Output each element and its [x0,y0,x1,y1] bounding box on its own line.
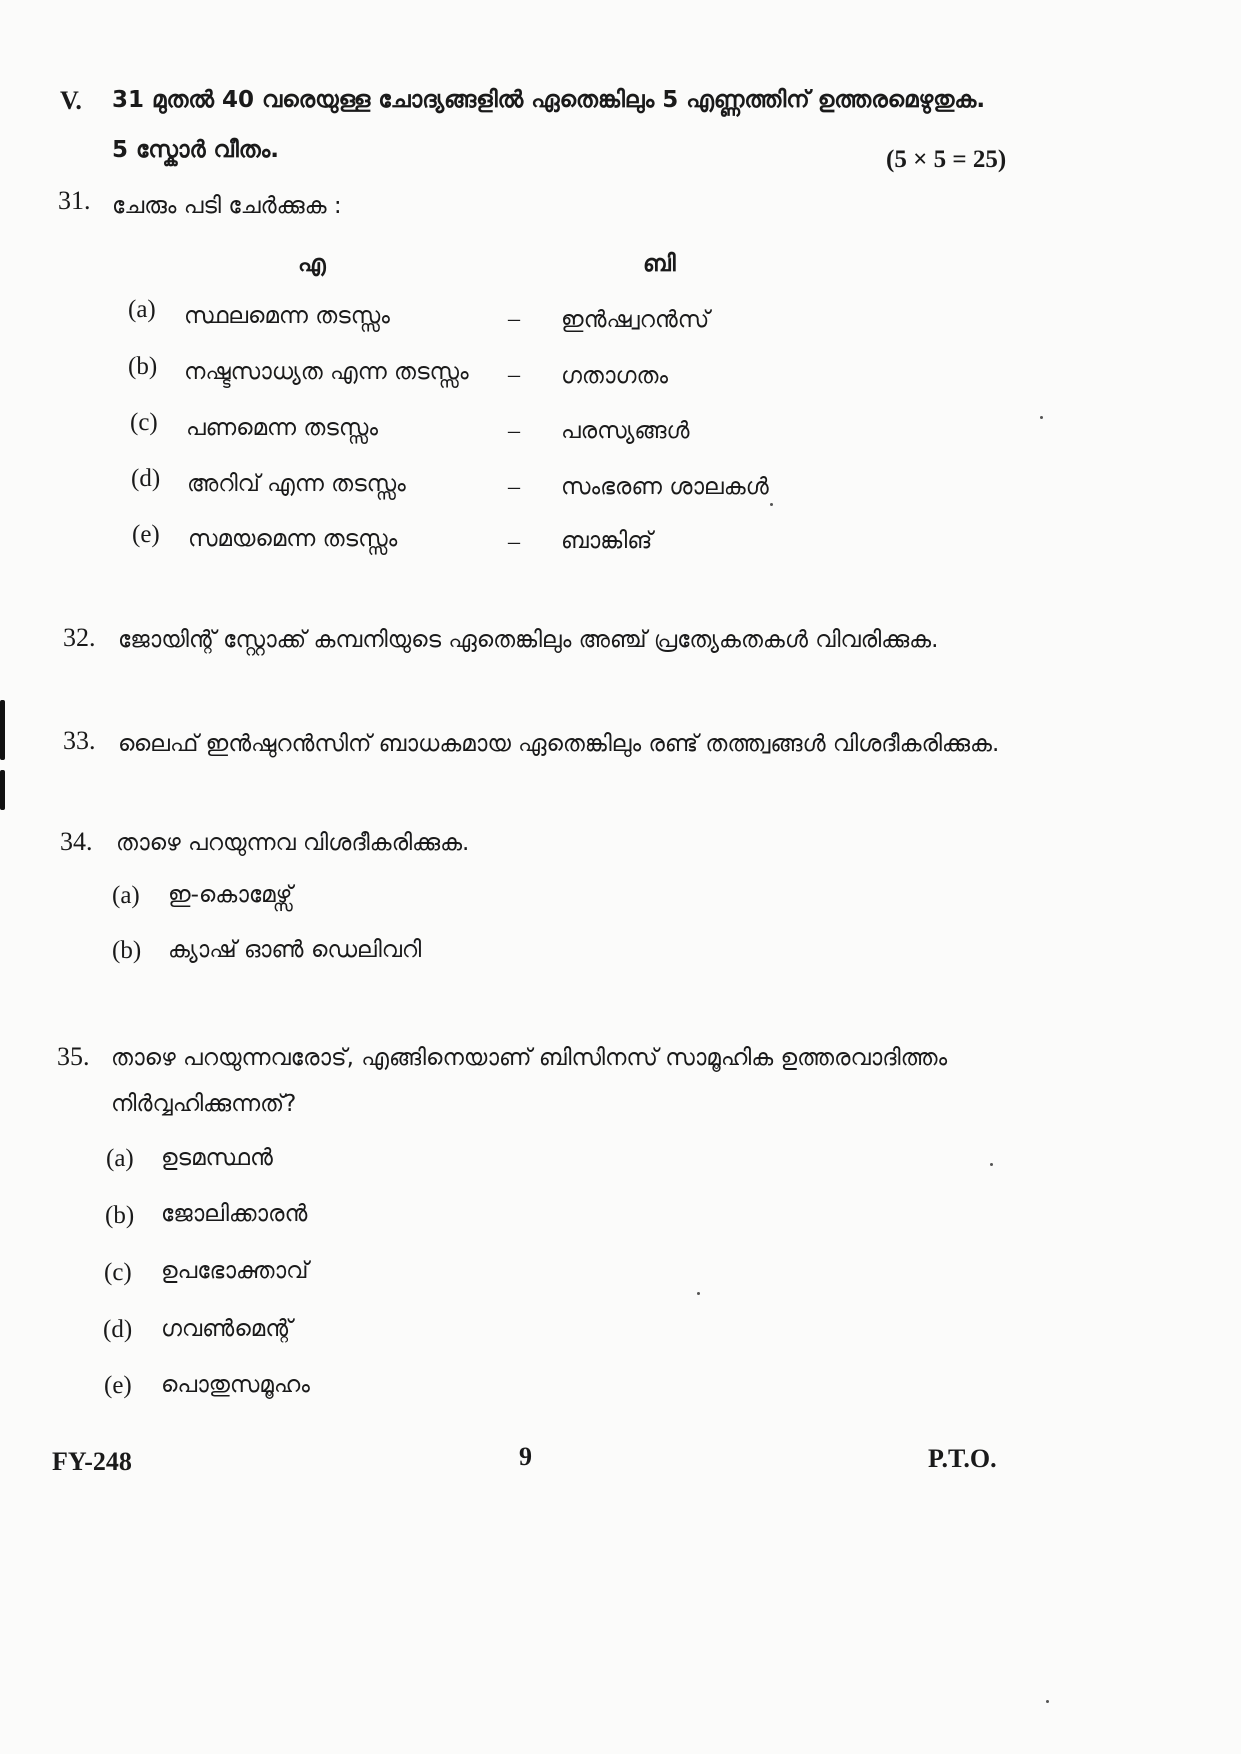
sub-item-text: ഉപഭോക്താവ് [161,1258,309,1284]
question-text: ജോയിന്റ് സ്റ്റോക്ക് കമ്പനിയുടെ ഏതെങ്കിലും അഞ്ച് പ്രത്യേകതകൾ വിവരിക്കുക. [118,627,939,653]
match-row-label: (e) [132,521,160,548]
match-row-label: (b) [128,353,158,380]
match-row-a: സമയമെന്ന തടസ്സം [188,526,398,552]
question-text: താഴെ പറയുന്നവരോട്, എങ്ങിനെയാണ് ബിസിനസ് സാമൂഹിക ഉത്തരവാദിത്തം [111,1045,948,1071]
question-text: ചേരും പടി ചേർക്കുക : [112,193,342,219]
scan-speck [697,1292,700,1295]
match-row-b: ബാങ്കിങ് [561,528,653,554]
section-roman-numeral: V. [60,86,82,115]
match-row-a: അറിവ് എന്ന തടസ്സം [187,471,406,497]
match-row-dash: – [508,362,520,388]
match-row-b: പരസ്യങ്ങൾ [561,418,690,444]
scan-speck [770,503,773,506]
match-row-a: പണമെന്ന തടസ്സം [186,415,378,441]
scan-speck [1040,416,1043,419]
match-row-b: ഗതാഗതം [561,363,669,389]
match-row-dash: – [508,474,520,500]
sub-item-label: (c) [104,1259,132,1286]
binding-mark [0,700,5,760]
question-number: 35. [57,1042,90,1071]
sub-item-text: ഇ-കൊമേഴ്സ് [168,882,293,908]
section-instruction-score: 5 സ്കോർ വീതം. [112,137,280,163]
paper-code: FY-248 [52,1447,132,1476]
sub-item-text: പൊതുസമൂഹം [161,1372,310,1398]
question-number: 32. [63,623,96,652]
sub-item-label: (a) [112,882,140,909]
question-text: ലൈഫ് ഇൻഷുറൻസിന് ബാധകമായ ഏതെങ്കിലും രണ്ട് തത്ത്വങ്ങൾ വിശദീകരിക്കുക. [118,731,1000,757]
sub-item-label: (e) [104,1372,132,1399]
sub-item-text: ഗവൺമെന്റ് [161,1316,293,1342]
sub-item-text: ജോലിക്കാരൻ [161,1201,308,1227]
match-row-b: ഇൻഷ്വറൻസ് [561,307,710,333]
scan-speck [1046,1700,1049,1703]
sub-item-text: ഉടമസ്ഥൻ [161,1145,273,1171]
match-row-dash: – [508,529,520,555]
sub-item-label: (a) [106,1145,134,1172]
question-text: താഴെ പറയുന്നവ വിശദീകരിക്കുക. [116,830,470,856]
page-number: 9 [519,1442,532,1471]
sub-item-label: (b) [105,1202,135,1229]
match-row-a: നഷ്ടസാധ്യത എന്ന തടസ്സം [184,359,469,385]
match-row-label: (d) [131,465,161,492]
question-number: 34. [60,827,93,856]
question-number: 33. [63,726,96,755]
binding-mark [0,770,5,810]
question-number: 31. [58,186,91,215]
match-row-label: (c) [130,409,158,436]
match-row-a: സ്ഥലമെന്ന തടസ്സം [184,303,390,329]
column-a-header: എ [298,251,326,277]
sub-item-label: (b) [112,937,142,964]
match-row-dash: – [508,306,520,332]
match-row-label: (a) [128,296,156,323]
section-instruction: 31 മുതൽ 40 വരെയുള്ള ചോദ്യങ്ങളിൽ ഏതെങ്കിലും 5 എണ്ണത്തിന് ഉത്തരമെഴുതുക. [112,87,986,113]
column-b-header: ബി [643,251,676,277]
sub-item-text: ക്യാഷ് ഓൺ ഡെലിവറി [168,937,422,963]
section-marks: (5 × 5 = 25) [886,146,1007,173]
question-text-continued: നിർവ്വഹിക്കുന്നത്? [111,1091,297,1117]
sub-item-label: (d) [103,1316,133,1343]
match-row-b: സംഭരണ ശാലകൾ [561,474,769,500]
please-turn-over: P.T.O. [928,1444,997,1473]
match-row-dash: – [508,418,520,444]
scan-speck [990,1163,993,1166]
